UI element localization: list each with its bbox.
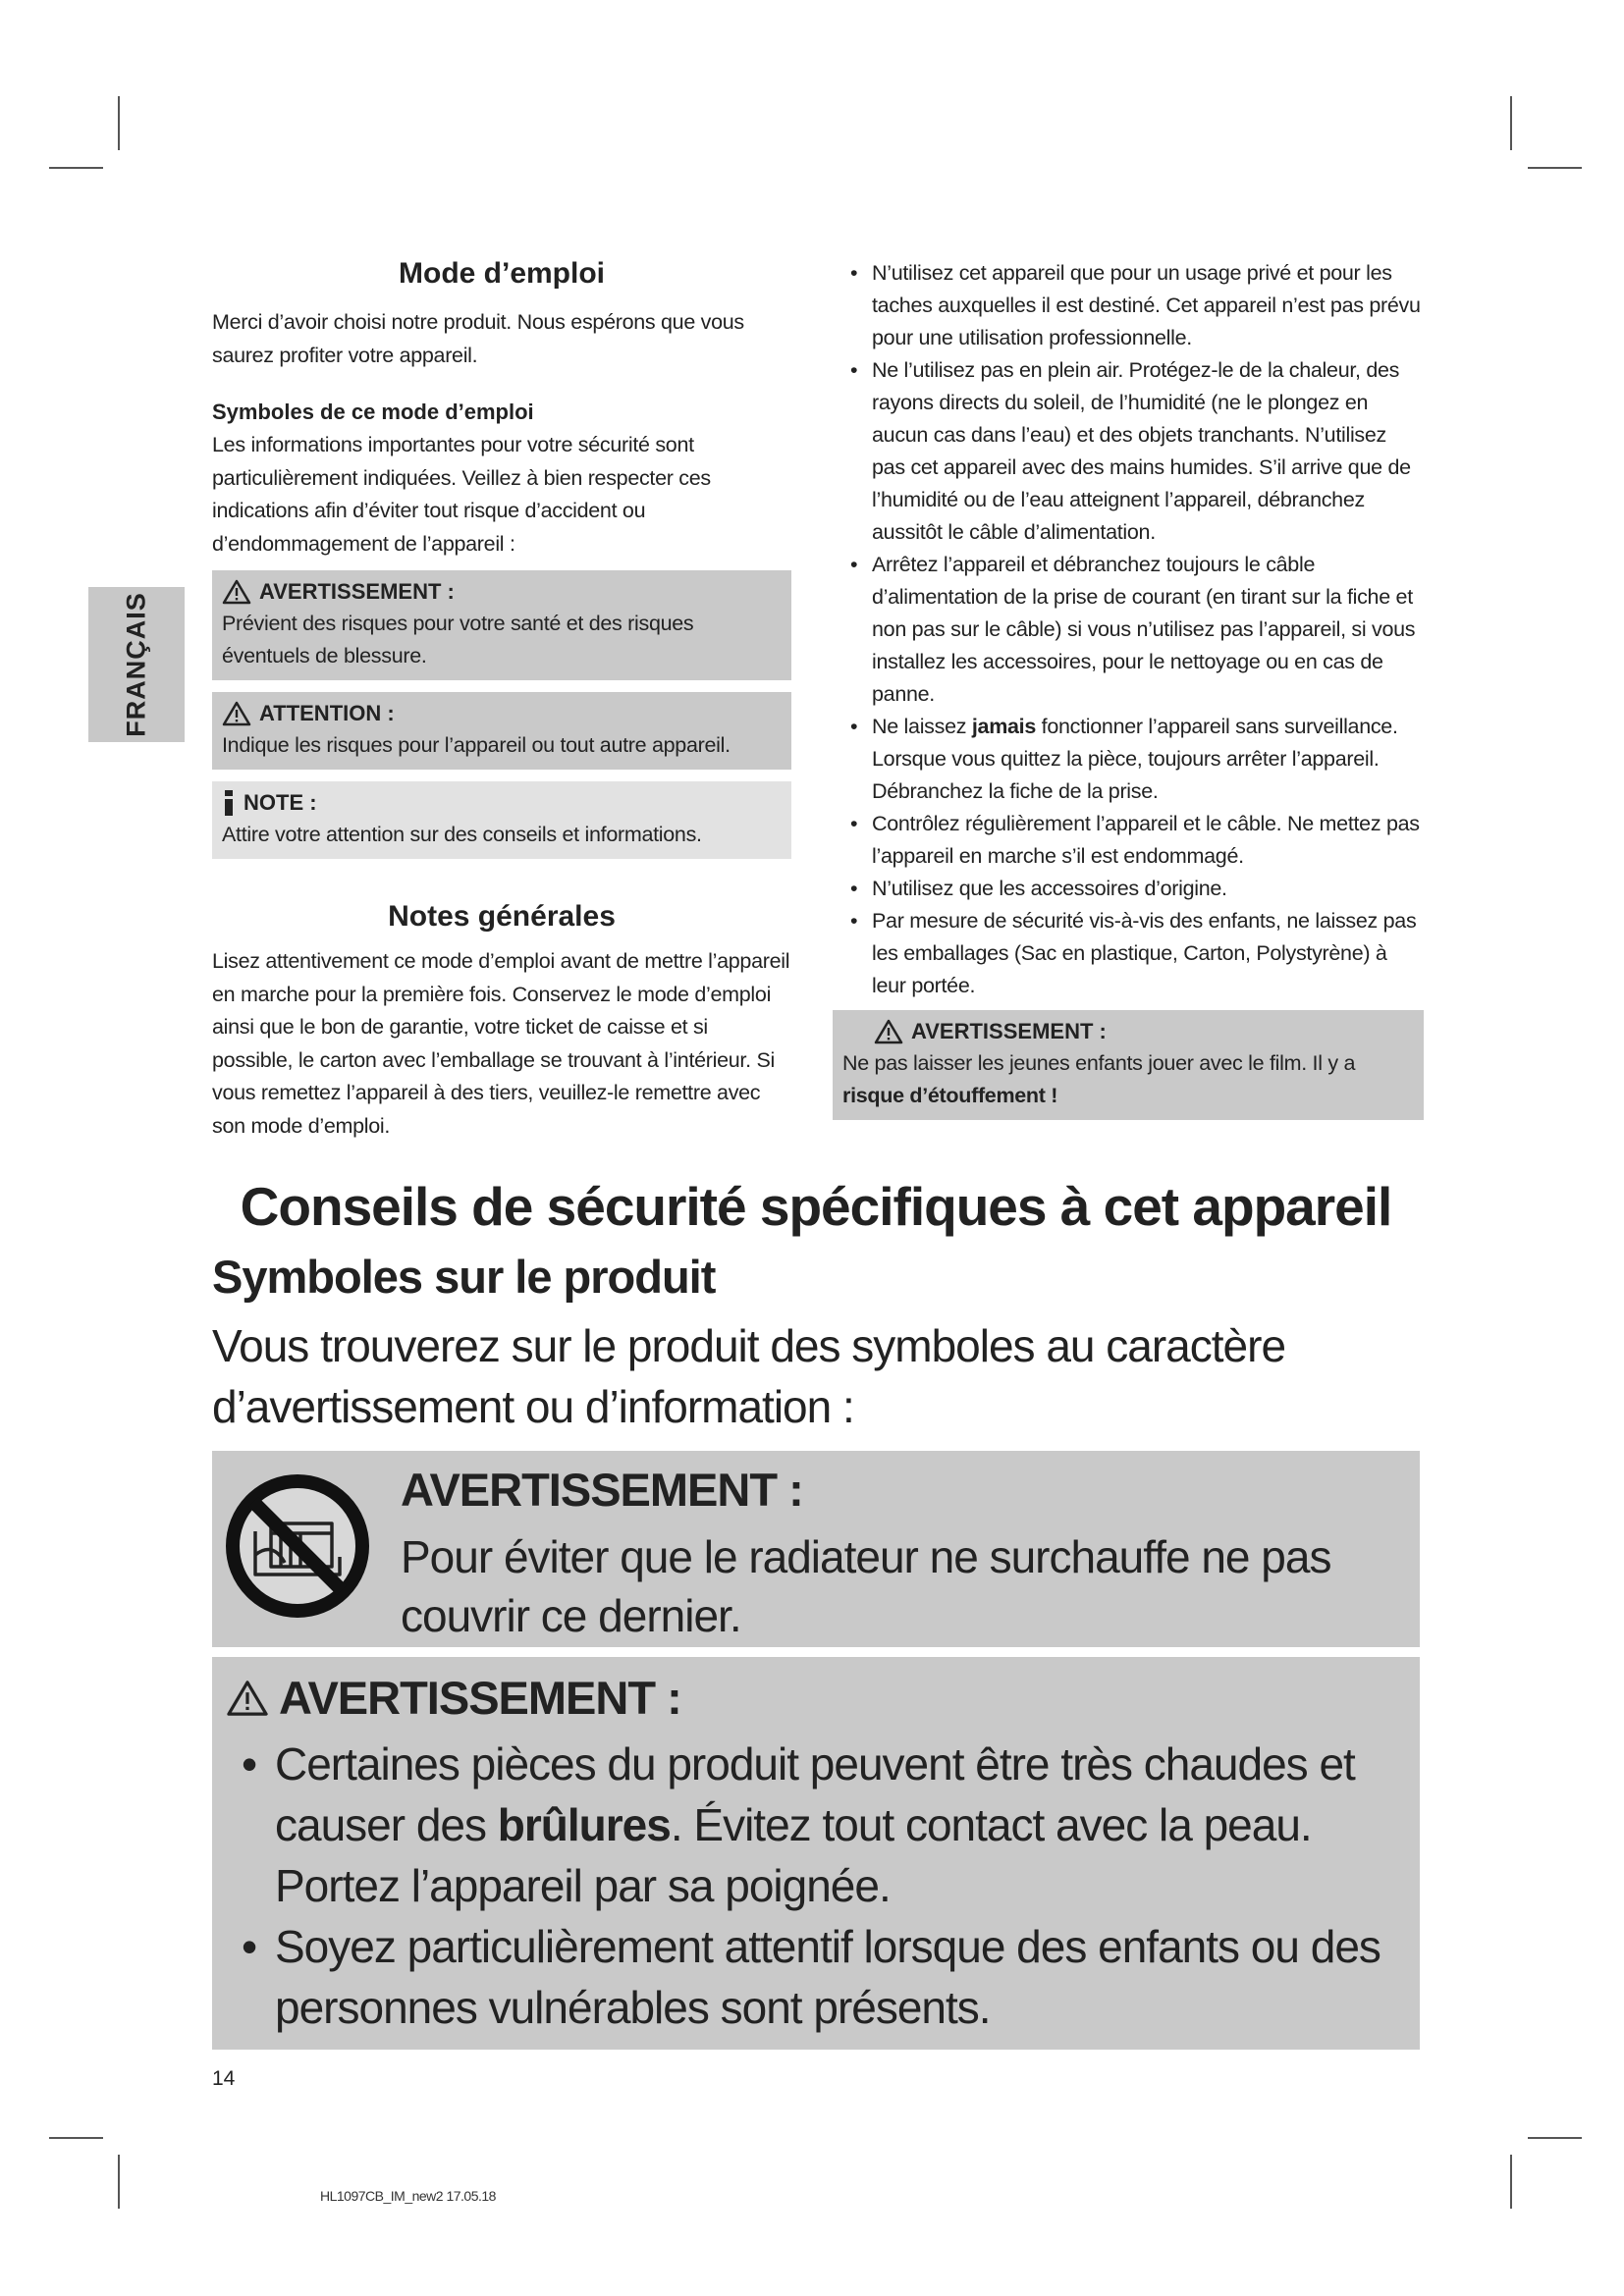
list-item-bold: jamais bbox=[971, 715, 1036, 738]
crop-mark bbox=[118, 2155, 120, 2209]
list-item-text: Ne laissez bbox=[872, 715, 972, 738]
notice-note-text: Attire votre attention sur des conseils et informations. bbox=[222, 823, 702, 846]
warning-box-cover-heading: AVERTISSEMENT : bbox=[401, 1464, 803, 1516]
list-item: • Par mesure de sécurité vis-à-vis des enfants, ne laissez pas les emballages (Sac en plastique, Carton, Polystyrène) à leur portée. bbox=[833, 905, 1424, 1002]
symbols-product-heading: Symboles sur le produit bbox=[212, 1251, 716, 1303]
page-number: 14 bbox=[212, 2067, 236, 2090]
notice-text: Ne pas laisser les jeunes enfants jouer avec le film. Il y a bbox=[842, 1051, 1356, 1075]
list-item: • Ne l’utilisez pas en plein air. Protégez-le de la chaleur, des rayons directs du soleil, de l’humidité (ne le plongez en aucun cas dans l’eau) et des objets tranchants. N’utilisez pas cet appareil avec des mains humides. S’il arrive que de l’humidité ou de l’eau atteignent l’appareil, débranchez aussitôt le câble d’alimentation. bbox=[833, 354, 1424, 549]
list-item bbox=[226, 1734, 1404, 1916]
info-icon bbox=[222, 788, 236, 818]
notice-warning bbox=[212, 570, 791, 680]
language-tab bbox=[88, 587, 185, 742]
symbols-product-intro: Vous trouverez sur le produit des symboles au caractère d’avertissement ou d’information : bbox=[212, 1320, 1286, 1432]
list-item: • N’utilisez que les accessoires d’origine. bbox=[833, 873, 1424, 905]
notice-attention bbox=[212, 692, 791, 770]
list-item-bold: brûlures bbox=[497, 1799, 671, 1850]
warning-box-cover bbox=[212, 1451, 1420, 1647]
notice-warning-film-text bbox=[842, 1047, 1414, 1112]
list-item-text: fonctionner l’appareil sans surveillance. Lorsque vous quittez la pièce, toujours arrêter l’appareil. Débranchez la fiche de la prise. bbox=[872, 715, 1398, 803]
notice-note-label: NOTE : bbox=[244, 790, 317, 815]
page-title: Conseils de sécurité spécifiques à cet appareil bbox=[240, 1176, 1392, 1237]
right-column bbox=[833, 257, 1424, 1120]
warning-box-hot-parts-heading: AVERTISSEMENT : bbox=[279, 1672, 681, 1724]
warning-triangle-icon bbox=[222, 579, 251, 605]
crop-mark bbox=[1528, 2137, 1582, 2139]
symbols-heading: Symboles de ce mode d’emploi bbox=[212, 400, 534, 424]
safety-bullet-list bbox=[833, 257, 1424, 1002]
crop-mark bbox=[1510, 2155, 1512, 2209]
warning-triangle-icon bbox=[874, 1019, 903, 1044]
notice-bold: risque d’étouffement ! bbox=[842, 1084, 1058, 1107]
warning-box-cover-text: Pour éviter que le radiateur ne surchauffe ne pas couvrir ce dernier. bbox=[401, 1531, 1331, 1641]
warning-triangle-icon bbox=[226, 1679, 269, 1718]
notice-warning-film bbox=[833, 1010, 1424, 1120]
warning-triangle-icon bbox=[222, 701, 251, 726]
crop-mark bbox=[1510, 96, 1512, 150]
list-item-text: . Évitez tout contact avec la peau. Portez l’appareil par sa poignée. bbox=[275, 1799, 1312, 1911]
section-title-mode-emploi: Mode d’emploi bbox=[399, 257, 605, 290]
symbols-paragraph: Les informations importantes pour votre sécurité sont particulièrement indiquées. Veillez à bien respecter ces indications afin d’éviter tout risque d’accident ou d’endommagement de l’appareil : bbox=[212, 433, 711, 556]
crop-mark bbox=[118, 96, 120, 150]
intro-paragraph: Merci d’avoir choisi notre produit. Nous espérons que vous saurez profiter votre appareil. bbox=[212, 310, 744, 367]
notice-warning-text: Prévient des risques pour votre santé et des risques éventuels de blessure. bbox=[222, 612, 694, 667]
list-item: • N’utilisez cet appareil que pour un usage privé et pour les taches auxquelles il est destiné. Cet appareil n’est pas prévu pour une utilisation professionnelle. bbox=[833, 257, 1424, 354]
list-item-text: Certaines pièces du produit peuvent être très chaudes et causer des bbox=[275, 1738, 1355, 1850]
list-item: • Soyez particulièrement attentif lorsque des enfants ou des personnes vulnérables sont présents. bbox=[226, 1916, 1404, 2038]
notice-attention-label: ATTENTION : bbox=[259, 701, 395, 725]
language-tab-label: FRANÇAIS bbox=[121, 592, 151, 737]
section-title-notes-generales: Notes générales bbox=[388, 900, 616, 933]
general-paragraph: Lisez attentivement ce mode d’emploi avant de mettre l’appareil en marche pour la première fois. Conservez le mode d’emploi ainsi que le bon de garantie, votre ticket de caisse et si possible, le carton avec l’emballage se trouvant à l’intérieur. Si vous remettez l’appareil à des tiers, veuillez-le remettre avec son mode d’emploi. bbox=[212, 949, 790, 1138]
left-column bbox=[212, 257, 791, 1143]
hot-parts-bullet-list bbox=[226, 1734, 1404, 2038]
crop-mark bbox=[49, 167, 103, 169]
notice-note bbox=[212, 781, 791, 859]
warning-box-hot-parts bbox=[212, 1657, 1420, 2050]
crop-mark bbox=[1528, 167, 1582, 169]
product-safety-section bbox=[212, 1172, 1420, 2050]
notice-attention-text: Indique les risques pour l’appareil ou tout autre appareil. bbox=[222, 733, 731, 757]
do-not-cover-icon bbox=[224, 1472, 371, 1620]
footer-code: HL1097CB_IM_new2 17.05.18 bbox=[320, 2188, 496, 2204]
list-item bbox=[833, 711, 1424, 808]
crop-mark bbox=[49, 2137, 103, 2139]
list-item: • Contrôlez régulièrement l’appareil et le câble. Ne mettez pas l’appareil en marche s’il est endommagé. bbox=[833, 808, 1424, 873]
list-item: • Arrêtez l’appareil et débranchez toujours le câble d’alimentation de la prise de courant (en tirant sur la fiche et non pas sur le câble) si vous n’utilisez pas l’appareil, si vous installez les accessoires, pour le nettoyage ou en cas de panne. bbox=[833, 549, 1424, 711]
notice-warning-film-label: AVERTISSEMENT : bbox=[911, 1019, 1107, 1043]
notice-warning-label: AVERTISSEMENT : bbox=[259, 579, 455, 604]
